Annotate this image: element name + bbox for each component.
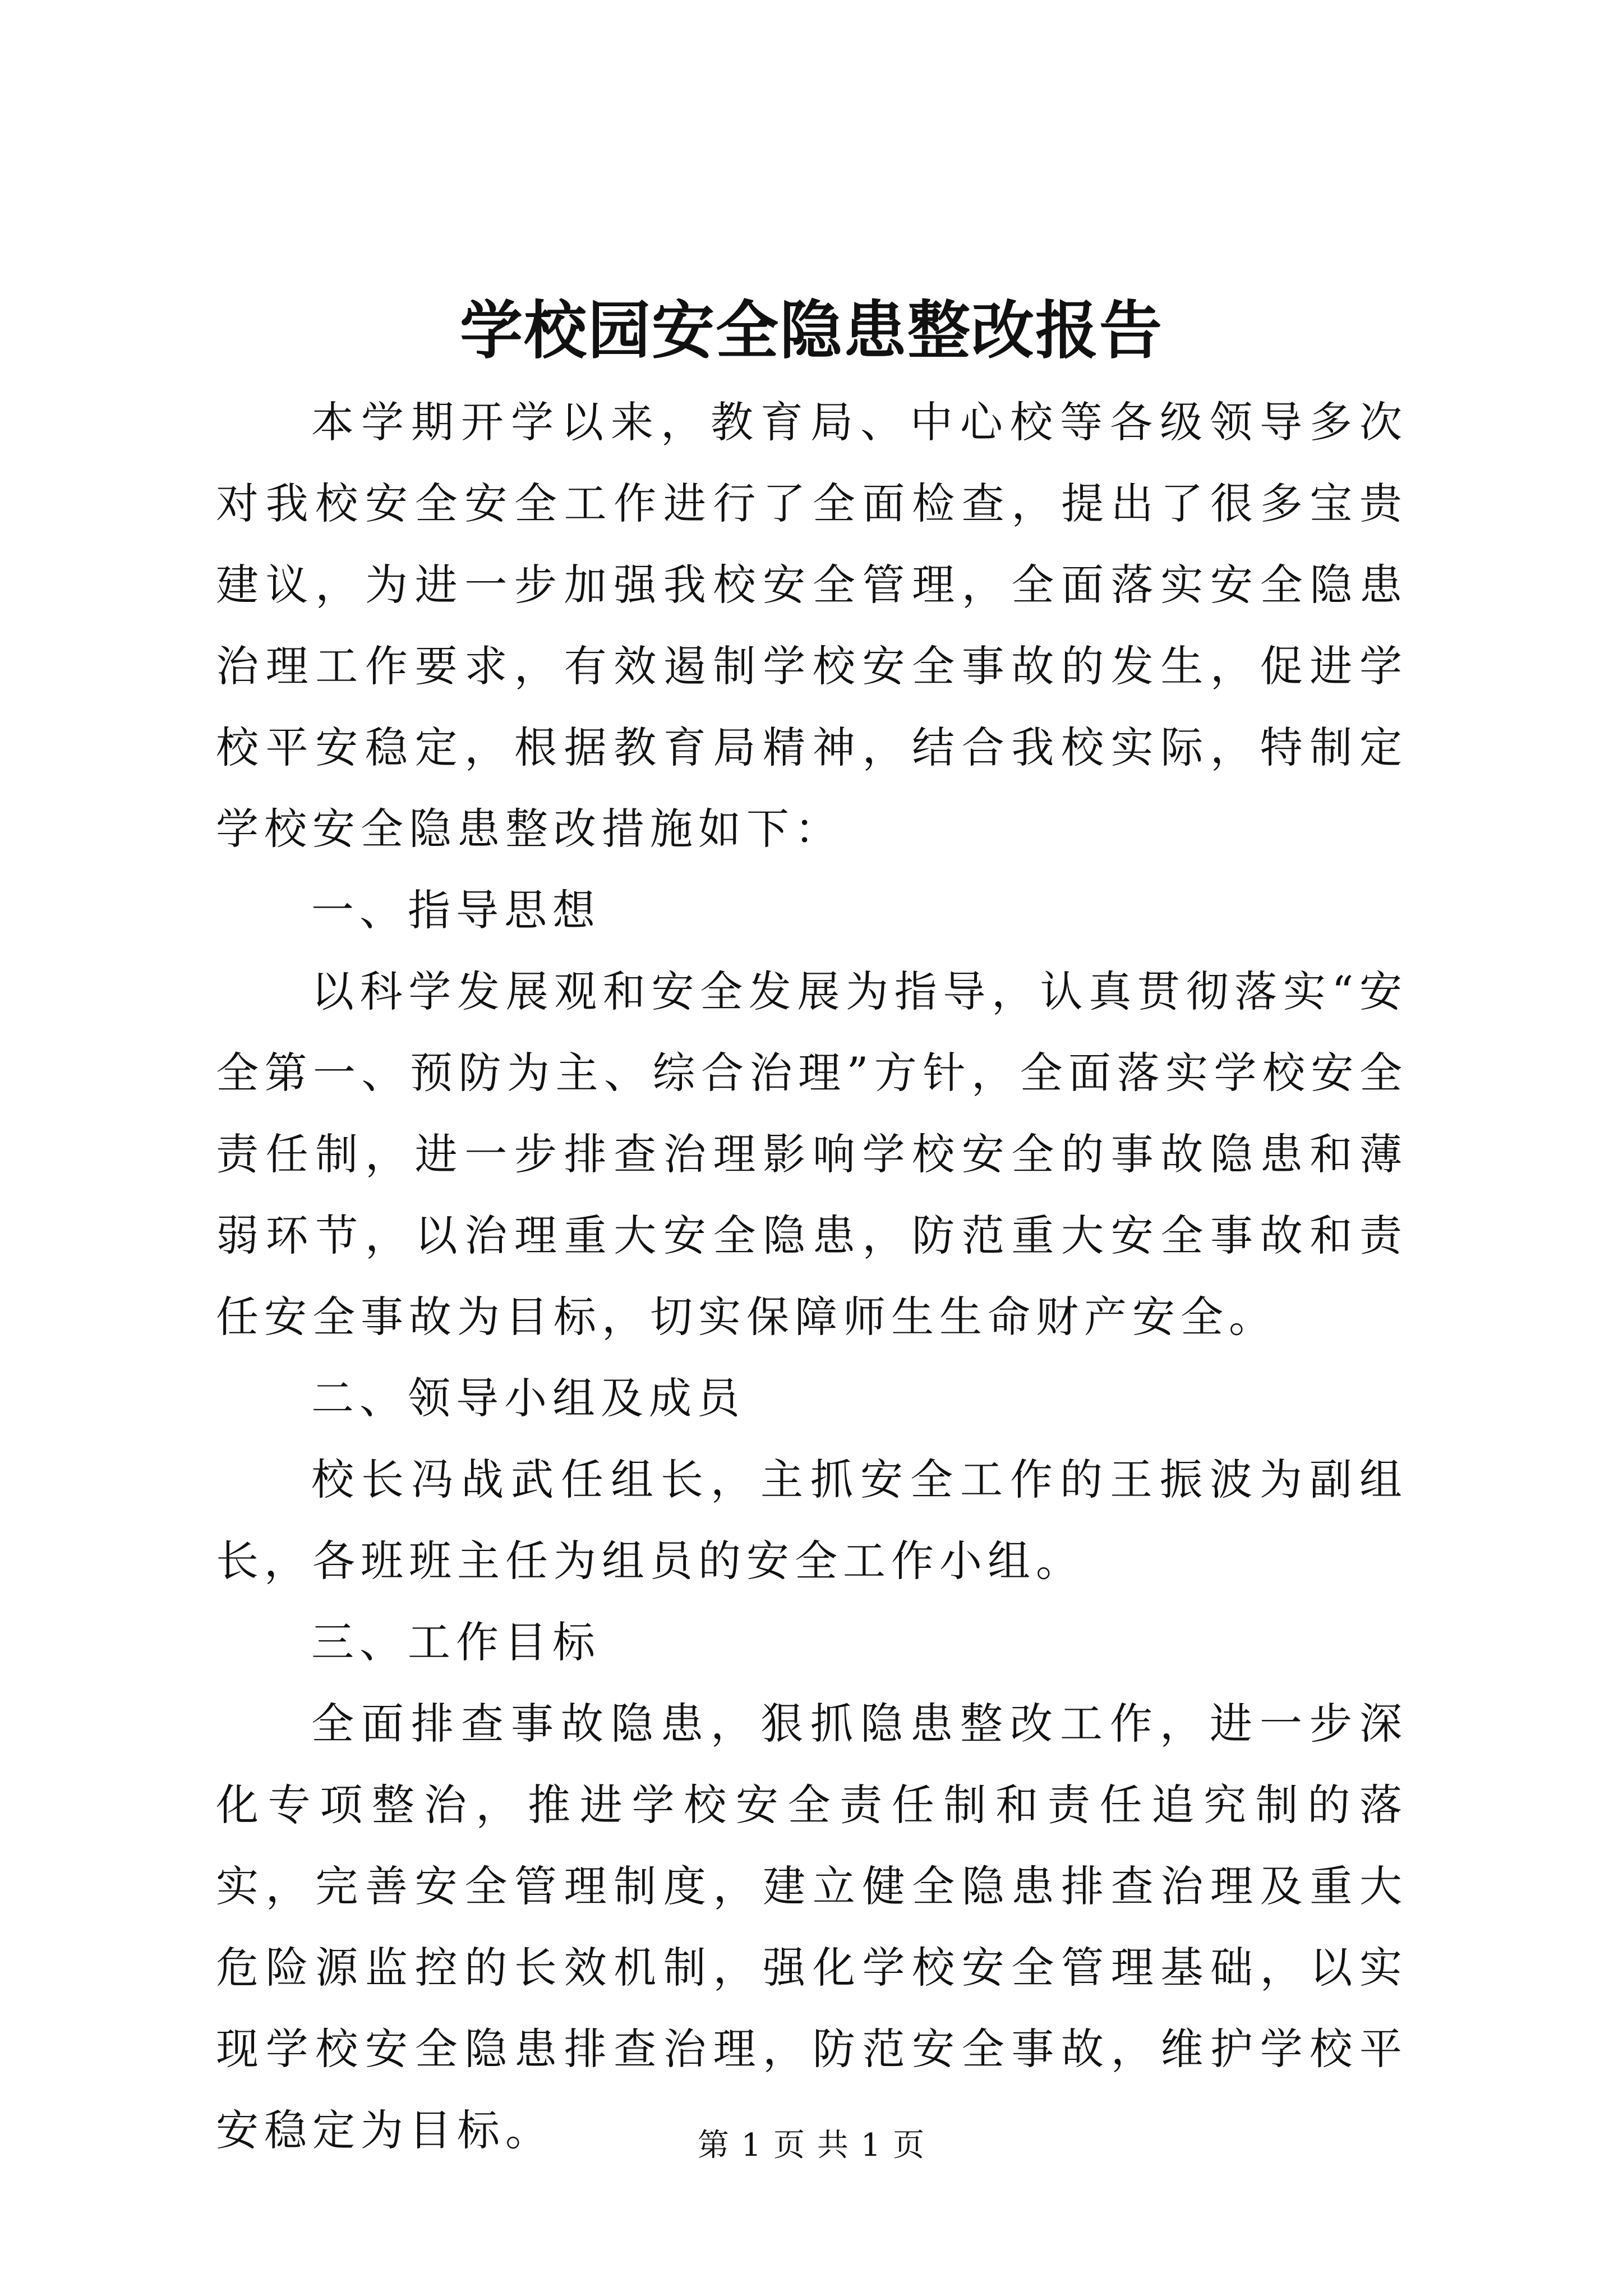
section-heading-work-goals: 三、工作目标 [311, 1617, 601, 1667]
intro-paragraph: 本学期开学以来，教育局、中心校等各级领导多次对我校安全安全工作进行了全面检查，提出了很多宝贵建议，为进一步加强我校安全管理，全面落实安全隐患治理工作要求，有效遏制学校安全事故的发生，促进学校平安稳定，根据教育局精神，结合我校实际，特制定学校安全隐患整改措施如下： [216, 397, 1408, 854]
document-body [216, 381, 1408, 2171]
document-title: 学校园安全隐患整改报告 [460, 294, 1163, 367]
page-footer: 第 1 页 共 1 页 [697, 2127, 926, 2164]
section-heading-guiding-ideology: 一、指导思想 [311, 885, 601, 935]
leadership-group-paragraph: 校长冯战武任组长，主抓安全工作的王振波为副组长，各班班主任为组员的安全工作小组。 [216, 1455, 1408, 1586]
work-goals-paragraph: 全面排查事故隐患，狠抓隐患整改工作，进一步深化专项整治，推进学校安全责任制和责任追究制的落实，完善安全管理制度，建立健全隐患排查治理及重大危险源监控的长效机制，强化学校安全管理基础，以实现学校安全隐患排查治理，防范安全事故，维护学校平安稳定为目标。 [216, 1699, 1408, 2155]
guiding-ideology-paragraph: 以科学发展观和安全发展为指导，认真贯彻落实“安全第一、预防为主、综合治理”方针，全面落实学校安全责任制，进一步排查治理影响学校安全的事故隐患和薄弱环节，以治理重大安全隐患，防范重大安全事故和责任安全事故为目标，切实保障师生生命财产安全。 [216, 967, 1408, 1342]
section-heading-leadership-group: 二、领导小组及成员 [311, 1373, 745, 1423]
